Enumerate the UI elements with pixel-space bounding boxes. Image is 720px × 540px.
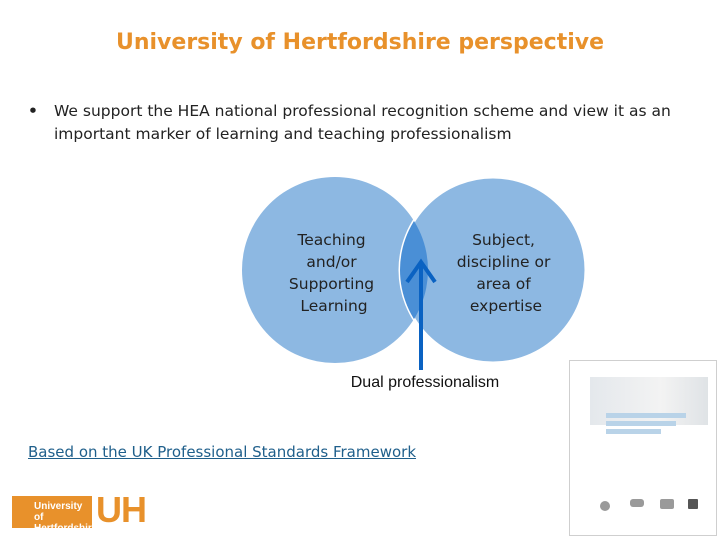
document-partner-logos xyxy=(600,497,710,521)
framework-link[interactable]: Based on the UK Professional Standards Framework xyxy=(28,443,417,461)
logo-mark: UH xyxy=(96,489,146,530)
venn-left-line: Teaching xyxy=(297,231,366,249)
logo-wordmark xyxy=(12,496,98,534)
venn-right-line: discipline or xyxy=(456,253,551,271)
arrow-label: Dual professionalism xyxy=(350,374,500,391)
venn-left-line: and/or xyxy=(306,253,357,271)
venn-left-line: Learning xyxy=(300,297,368,315)
bullet-text: We support the HEA national professional recognition scheme and view it as an important marker of learning and teaching professionalism xyxy=(54,102,671,143)
partner-logo-icon xyxy=(600,501,610,511)
logo-line: University of xyxy=(34,501,83,523)
framework-document-thumbnail xyxy=(569,360,717,536)
partner-logo-icon xyxy=(630,499,644,507)
bullet-dot-icon: • xyxy=(28,102,38,120)
venn-right-line: area of xyxy=(476,275,531,293)
venn-left-line: Supporting xyxy=(288,275,375,293)
university-logo xyxy=(12,489,152,534)
document-cover-text xyxy=(606,413,704,434)
venn-right-line: expertise xyxy=(469,297,543,315)
slide-title: University of Hertfordshire perspective xyxy=(115,30,605,55)
venn-right-line: Subject, xyxy=(472,231,535,249)
logo-line: Hertfordshire xyxy=(34,523,98,534)
partner-logo-icon xyxy=(660,499,674,509)
partner-logo-icon xyxy=(688,499,698,509)
